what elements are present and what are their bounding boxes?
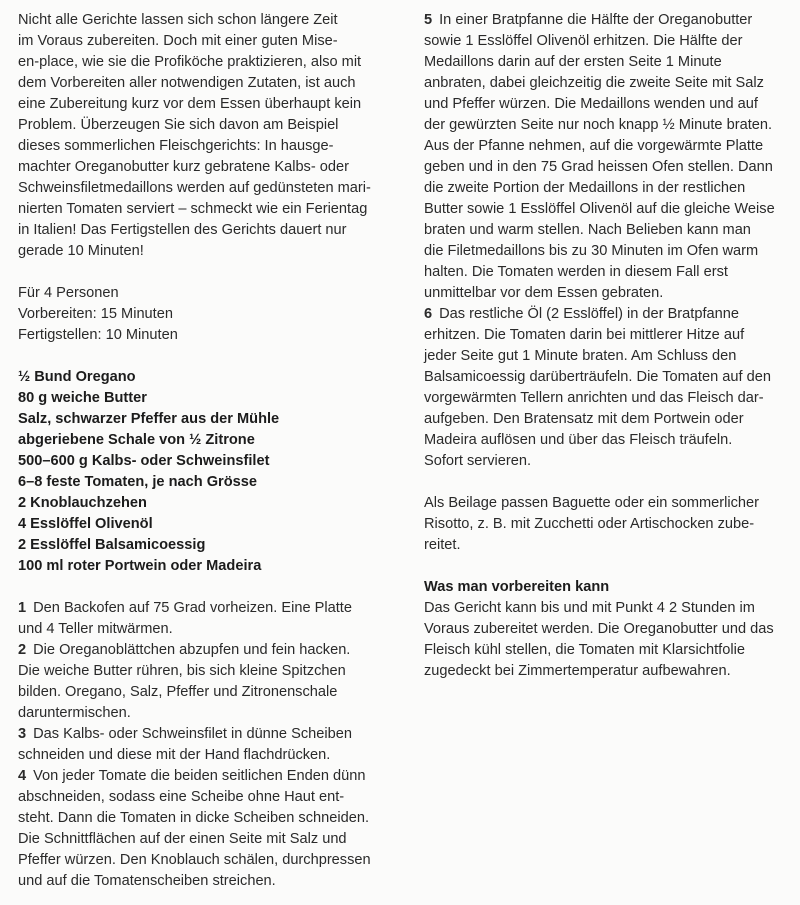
step-text: Das Kalbs- oder Schweinsfilet in dünne Scheiben — [33, 726, 352, 742]
intro-line: nierten Tomaten serviert – schmeckt wie ein Ferientag — [18, 201, 368, 217]
step-line — [424, 304, 796, 325]
intro-line: eine Zubereitung kurz vor dem Essen überhaupt kein — [18, 96, 362, 112]
spacer — [18, 346, 398, 367]
servings: Für 4 Personen — [18, 285, 119, 301]
ingredient-item: ½ Bund Oregano — [18, 369, 136, 385]
step-line: Madeira auflösen und über das Fleisch träufeln. — [424, 432, 733, 448]
step-text: Von jeder Tomate die beiden seitlichen Enden dünn — [33, 768, 366, 784]
step-line: Sofort servieren. — [424, 453, 532, 469]
ingredient-item: 2 Knoblauchzehen — [18, 495, 147, 511]
step-line: Aus der Pfanne nehmen, auf die vorgewärmte Platte — [424, 138, 764, 154]
prep-heading: Was man vorbereiten kann — [424, 579, 610, 595]
step-line: und 4 Teller mitwärmen. — [18, 621, 173, 637]
spacer — [18, 262, 398, 283]
intro-line: en-place, wie sie die Profiköche praktizieren, also mit — [18, 54, 362, 70]
step-line — [424, 10, 796, 31]
intro-line: Problem. Überzeugen Sie sich davon am Beispiel — [18, 117, 339, 133]
ingredient-item: 80 g weiche Butter — [18, 390, 147, 406]
step-line: die zweite Portion der Medaillons in der restlichen — [424, 180, 746, 196]
step-line: Die Schnittflächen auf der einen Seite mit Salz und — [18, 831, 347, 847]
step-line: braten und warm stellen. Nach Belieben kann man — [424, 222, 751, 238]
left-column — [18, 10, 398, 892]
step-line — [18, 724, 398, 745]
step-line — [18, 766, 398, 787]
prep-line: zugedeckt bei Zimmertemperatur aufbewahren. — [424, 663, 731, 679]
steps-right — [424, 10, 796, 472]
step-line: erhitzen. Die Tomaten darin bei mittlerer Hitze auf — [424, 327, 745, 343]
steps-left — [18, 598, 398, 892]
intro-line: gerade 10 Minuten! — [18, 243, 144, 259]
prep-line: Fleisch kühl stellen, die Tomaten mit Klarsichtfolie — [424, 642, 745, 658]
prep-section — [424, 577, 796, 682]
step-line: der gewürzten Seite nur noch knapp ½ Minute braten. — [424, 117, 773, 133]
step-line: Balsamicoessig darüberträufeln. Die Tomaten auf den — [424, 369, 771, 385]
step-number: 2 — [18, 642, 27, 658]
step-line: geben und in den 75 Grad heissen Ofen stellen. Dann — [424, 159, 773, 175]
step-line: unmittelbar vor dem Essen gebraten. — [424, 285, 664, 301]
step-line: abschneiden, sodass eine Scheibe ohne Haut ent- — [18, 789, 345, 805]
side-dish-paragraph — [424, 493, 796, 556]
side-dish-line: reitet. — [424, 537, 461, 553]
step-text: Die Oreganoblättchen abzupfen und fein hacken. — [33, 642, 351, 658]
spacer — [18, 577, 398, 598]
step-line: daruntermischen. — [18, 705, 131, 721]
step-number: 6 — [424, 306, 433, 322]
finish-time: Fertigstellen: 10 Minuten — [18, 327, 178, 343]
step-text: Das restliche Öl (2 Esslöffel) in der Bratpfanne — [439, 306, 739, 322]
step-line: Die weiche Butter rühren, bis sich kleine Spitzchen — [18, 663, 346, 679]
intro-paragraph — [18, 10, 398, 262]
step-text: Den Backofen auf 75 Grad vorheizen. Eine Platte — [33, 600, 352, 616]
step-line: Medaillons darin auf der ersten Seite 1 Minute — [424, 54, 722, 70]
step-line — [18, 598, 398, 619]
step-number: 3 — [18, 726, 27, 742]
prep-time: Vorbereiten: 15 Minuten — [18, 306, 173, 322]
step-line: die Filetmedaillons bis zu 30 Minuten im Ofen warm — [424, 243, 759, 259]
step-line: schneiden und diese mit der Hand flachdrücken. — [18, 747, 331, 763]
step-text: In einer Bratpfanne die Hälfte der Oreganobutter — [439, 12, 753, 28]
spacer — [424, 556, 796, 577]
intro-line: dem Vorbereiten aller notwendigen Zutaten, ist auch — [18, 75, 356, 91]
step-line: sowie 1 Esslöffel Olivenöl erhitzen. Die Hälfte der — [424, 33, 743, 49]
step-line: Pfeffer würzen. Den Knoblauch schälen, durchpressen — [18, 852, 371, 868]
ingredient-item: abgeriebene Schale von ½ Zitrone — [18, 432, 255, 448]
side-dish-line: Als Beilage passen Baguette oder ein sommerlicher — [424, 495, 760, 511]
intro-line: Nicht alle Gerichte lassen sich schon längere Zeit — [18, 12, 338, 28]
prep-line: Das Gericht kann bis und mit Punkt 4 2 Stunden im — [424, 600, 755, 616]
step-line: steht. Dann die Tomaten in dicke Scheiben schneiden. — [18, 810, 370, 826]
step-line: anbraten, dabei gleichzeitig die zweite Seite mit Salz — [424, 75, 764, 91]
step-number: 5 — [424, 12, 433, 28]
intro-line: Schweinsfiletmedaillons werden auf gedünsteten mari- — [18, 180, 371, 196]
step-line: halten. Die Tomaten werden in diesem Fall erst — [424, 264, 728, 280]
step-line: Butter sowie 1 Esslöffel Olivenöl auf die gleiche Weise — [424, 201, 775, 217]
intro-line: in Italien! Das Fertigstellen des Gerichts dauert nur — [18, 222, 347, 238]
step-line: bilden. Oregano, Salz, Pfeffer und Zitronenschale — [18, 684, 338, 700]
ingredient-item: 500–600 g Kalbs- oder Schweinsfilet — [18, 453, 270, 469]
right-column — [424, 10, 796, 682]
spacer — [424, 472, 796, 493]
prep-line: Voraus zubereitet werden. Die Oreganobutter und das — [424, 621, 774, 637]
ingredient-item: Salz, schwarzer Pfeffer aus der Mühle — [18, 411, 280, 427]
step-line: jeder Seite gut 1 Minute braten. Am Schluss den — [424, 348, 737, 364]
step-line — [18, 640, 398, 661]
intro-line: machter Oreganobutter kurz gebratene Kalbs- oder — [18, 159, 349, 175]
step-line: und auf die Tomatenscheiben streichen. — [18, 873, 276, 889]
step-number: 1 — [18, 600, 27, 616]
intro-line: im Voraus zubereiten. Doch mit einer guten Mise- — [18, 33, 338, 49]
ingredient-item: 2 Esslöffel Balsamicoessig — [18, 537, 206, 553]
ingredient-item: 6–8 feste Tomaten, je nach Grösse — [18, 474, 258, 490]
side-dish-line: Risotto, z. B. mit Zucchetti oder Artischocken zube- — [424, 516, 755, 532]
step-number: 4 — [18, 768, 27, 784]
ingredient-item: 100 ml roter Portwein oder Madeira — [18, 558, 262, 574]
ingredient-list — [18, 367, 398, 577]
step-line: und Pfeffer würzen. Die Medaillons wenden und auf — [424, 96, 758, 112]
recipe-meta — [18, 283, 398, 346]
step-line: vorgewärmten Tellern anrichten und das Fleisch dar- — [424, 390, 764, 406]
intro-line: dieses sommerlichen Fleischgerichts: In hausge- — [18, 138, 334, 154]
step-line: aufgeben. Den Bratensatz mit dem Portwein oder — [424, 411, 744, 427]
ingredient-item: 4 Esslöffel Olivenöl — [18, 516, 153, 532]
